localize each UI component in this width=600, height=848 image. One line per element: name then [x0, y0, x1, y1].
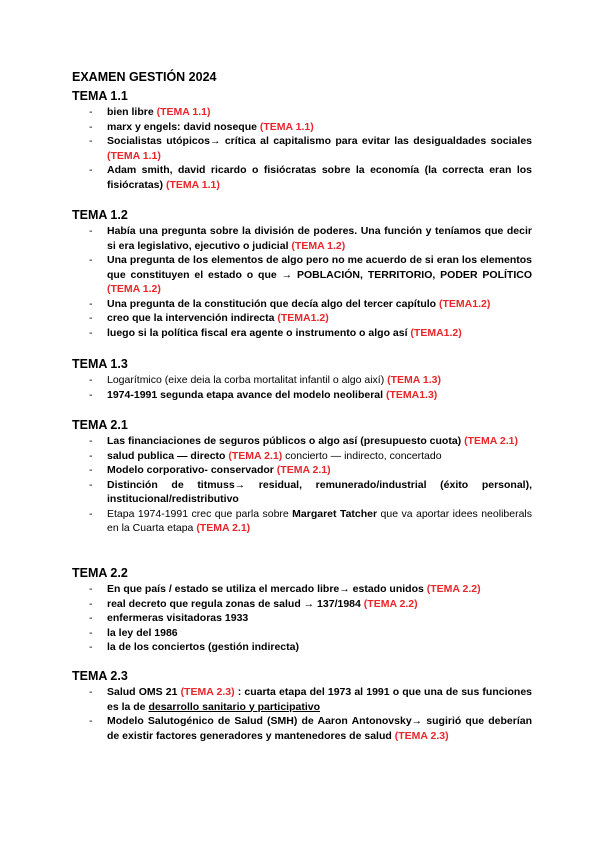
list-item: - Una pregunta de los elementos de algo pero no me acuerdo de si eran los elementos que constituyen el estado o que → POBLACIÓN, TERRITORIO, PODER POLÍTICO (TEMA 1.2): [72, 253, 532, 297]
list-item: - Modelo corporativo- conservador (TEMA 2.1): [72, 463, 532, 478]
bullet-list: [72, 373, 532, 402]
list-item: - Una pregunta de la constitución que decía algo del tercer capítulo (TEMA1.2): [72, 297, 532, 312]
bullet-list: [72, 224, 532, 340]
list-item: - Adam smith, david ricardo o fisiócratas sobre la economía (la correcta eran los fisiócratas) (TEMA 1.1): [72, 163, 532, 192]
list-item: - Socialistas utópicos→ crítica al capitalismo para evitar las desigualdades sociales (TEMA 1.1): [72, 134, 532, 163]
bullet-list: [72, 105, 532, 192]
section-heading: TEMA 2.2: [72, 566, 128, 580]
section-heading: TEMA 1.3: [72, 357, 128, 371]
list-item: - Modelo Salutogénico de Salud (SMH) de Aaron Antonovsky→ sugirió que deberían de existir factores generadores y mantenedores de salud (TEMA 2.3): [72, 714, 532, 743]
bullet-list: [72, 685, 532, 743]
section-tema-2-3: [72, 668, 532, 743]
list-item: - luego si la política fiscal era agente o instrumento o algo así (TEMA1.2): [72, 326, 532, 341]
section-heading: TEMA 1.1: [72, 89, 128, 103]
list-item: - 1974-1991 segunda etapa avance del modelo neoliberal (TEMA1.3): [72, 388, 532, 403]
list-item: - Había una pregunta sobre la división de poderes. Una función y teníamos que decir si era legislativo, ejecutivo o judicial (TEMA 1.2): [72, 224, 532, 253]
list-item: - creo que la intervención indirecta (TEMA1.2): [72, 311, 532, 326]
list-item: - la de los conciertos (gestión indirecta): [72, 640, 532, 655]
list-item: - En que país / estado se utiliza el mercado libre→ estado unidos (TEMA 2.2): [72, 582, 532, 597]
section-tema-2-1: [72, 417, 532, 536]
section-tema-1-2: [72, 207, 532, 340]
document-title: EXAMEN GESTIÓN 2024: [72, 70, 217, 84]
section-heading: TEMA 2.1: [72, 418, 128, 432]
bullet-list: [72, 434, 532, 536]
section-tema-1-3: [72, 356, 532, 402]
list-item: - bien libre (TEMA 1.1): [72, 105, 532, 120]
list-item: - real decreto que regula zonas de salud → 137/1984 (TEMA 2.2): [72, 597, 532, 612]
list-item: - la ley del 1986: [72, 626, 532, 641]
list-item: - Etapa 1974-1991 crec que parla sobre Margaret Tatcher que va aportar idees neoliberals en la Cuarta etapa (TEMA 2.1): [72, 507, 532, 536]
list-item: - Logarítmico (eixe deia la corba mortalitat infantil o algo així) (TEMA 1.3): [72, 373, 532, 388]
section-tema-1-1: [72, 88, 532, 192]
list-item: - Distinción de titmuss→ residual, remunerado/industrial (éxito personal), institucional/redistributivo: [72, 478, 532, 507]
section-tema-2-2: [72, 565, 532, 655]
section-heading: TEMA 1.2: [72, 208, 128, 222]
list-item: - salud publica — directo (TEMA 2.1) concierto — indirecto, concertado: [72, 449, 532, 464]
list-item: - enfermeras visitadoras 1933: [72, 611, 532, 626]
section-heading: TEMA 2.3: [72, 669, 128, 683]
list-item: - marx y engels: david noseque (TEMA 1.1): [72, 120, 532, 135]
list-item: - Las financiaciones de seguros públicos o algo así (presupuesto cuota) (TEMA 2.1): [72, 434, 532, 449]
list-item: - Salud OMS 21 (TEMA 2.3) : cuarta etapa del 1973 al 1991 o que una de sus funciones es la de desarrollo sanitario y participativo: [72, 685, 532, 714]
bullet-list: [72, 582, 532, 655]
